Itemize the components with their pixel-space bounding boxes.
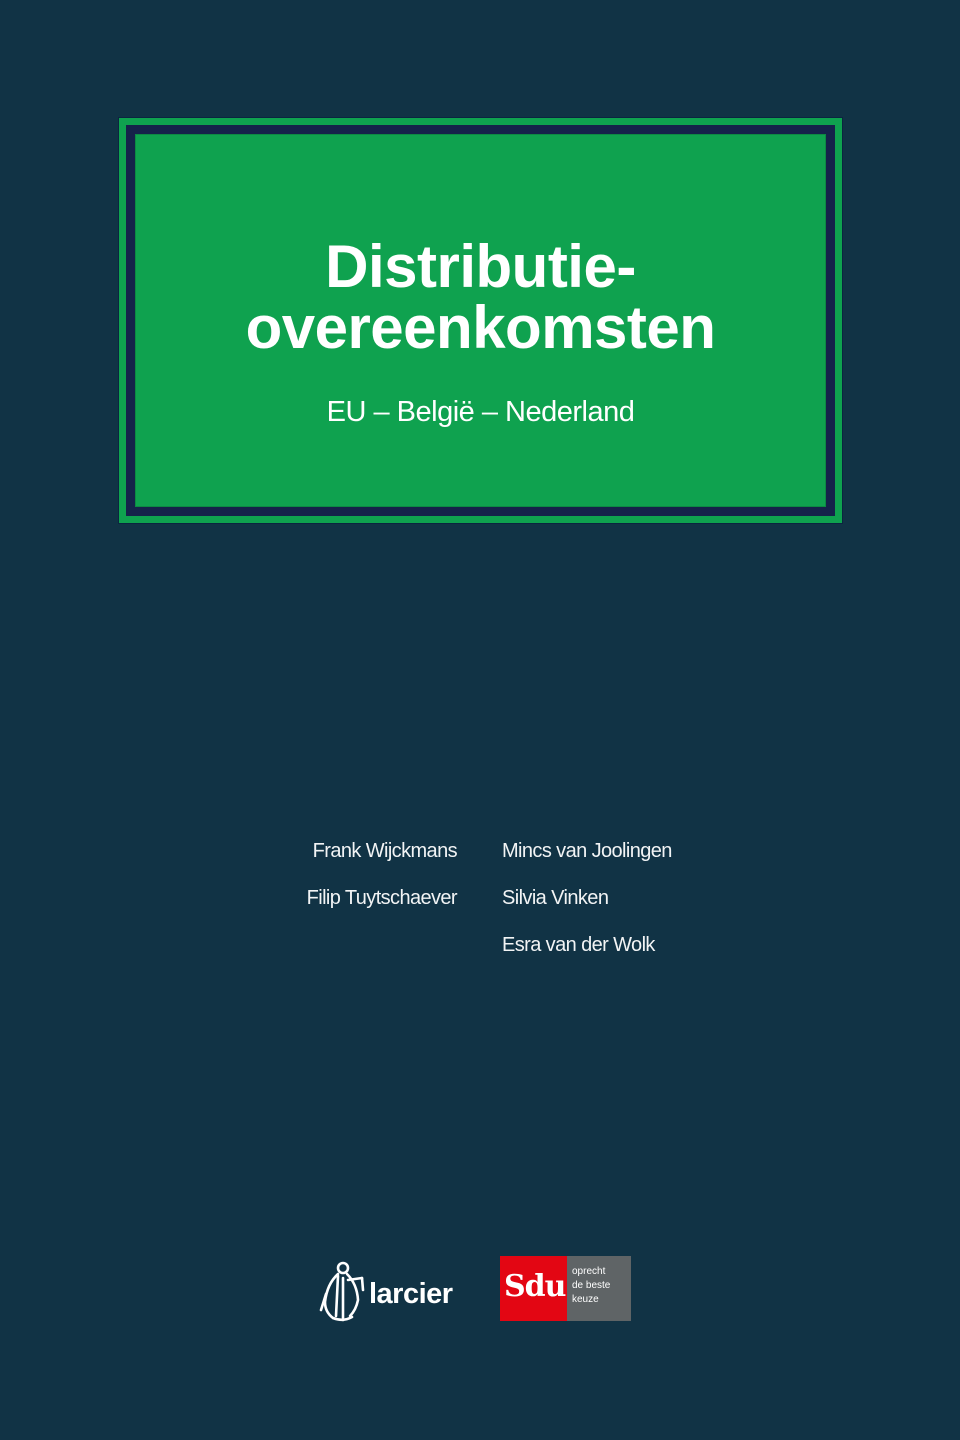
- sdu-wordmark: Sdu: [504, 1269, 566, 1304]
- book-title: [136, 233, 825, 361]
- author-name: Frank Wijckmans: [312, 840, 457, 862]
- larcier-wordmark: larcier: [369, 1278, 453, 1310]
- author-name: Silvia Vinken: [502, 887, 609, 909]
- authors-right-column: [502, 828, 672, 969]
- authors-left-column: [307, 828, 457, 922]
- sdu-tagline-line: keuze: [572, 1294, 599, 1305]
- sdu-tagline-line: oprecht: [572, 1266, 606, 1277]
- author-name: Esra van der Wolk: [502, 934, 655, 956]
- title-panel-inner: [135, 134, 826, 507]
- book-title-line-1: Distributie-: [325, 233, 636, 300]
- author-name: Filip Tuytschaever: [306, 887, 457, 909]
- title-panel: [118, 117, 843, 524]
- sdu-tagline-line: de beste: [572, 1280, 611, 1291]
- larcier-lady-justice-icon: [318, 1254, 368, 1326]
- sdu-logo: [500, 1256, 631, 1321]
- book-subtitle: EU – België – Nederland: [326, 396, 635, 428]
- sdu-tagline: [572, 1265, 610, 1307]
- author-name: Mincs van Joolingen: [502, 840, 672, 862]
- sdu-red-block: [500, 1256, 567, 1321]
- book-title-line-2: overeenkomsten: [245, 294, 716, 361]
- larcier-logo: [318, 1254, 460, 1326]
